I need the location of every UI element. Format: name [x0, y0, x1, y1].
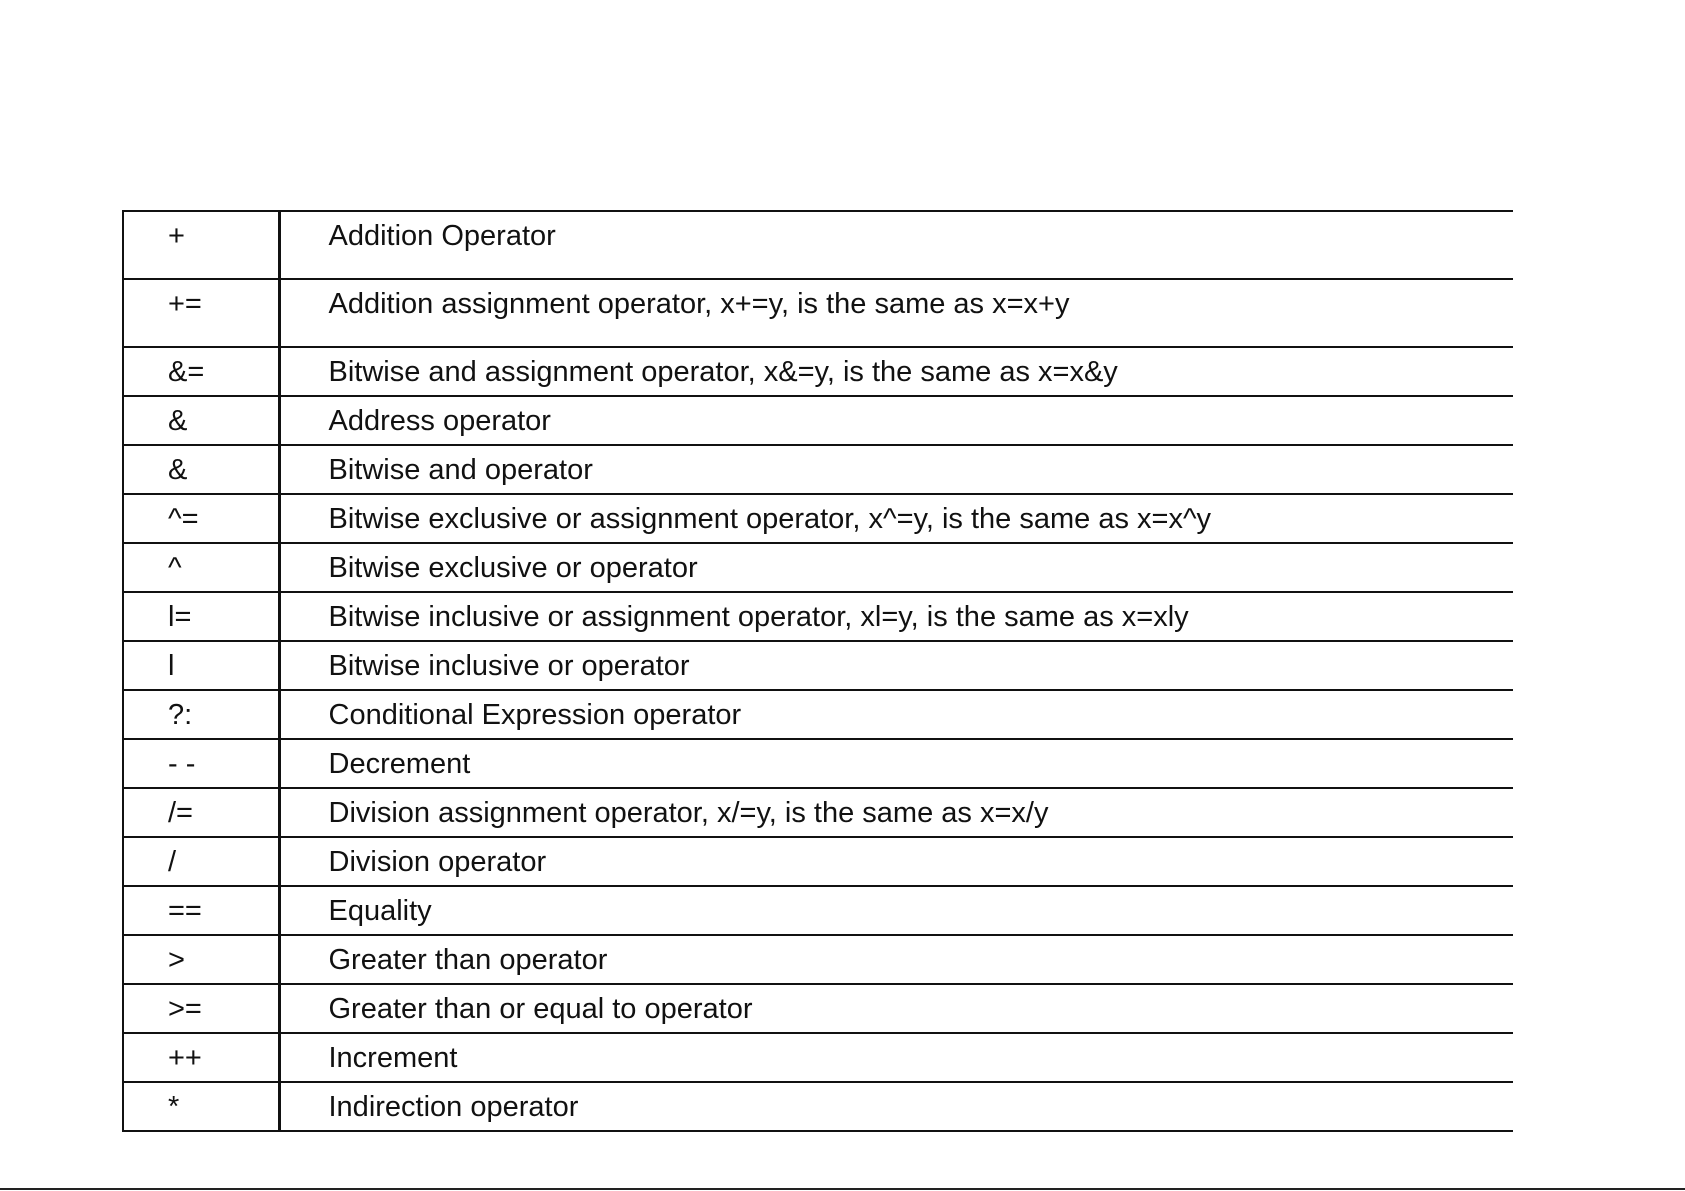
operator-description: Indirection operator: [279, 1082, 1513, 1131]
operator-symbol: l=: [123, 592, 279, 641]
operator-symbol: +=: [123, 279, 279, 347]
table-row: [123, 837, 1513, 886]
operator-description: Bitwise inclusive or operator: [279, 641, 1513, 690]
operator-description: Bitwise and operator: [279, 445, 1513, 494]
operator-description: Division operator: [279, 837, 1513, 886]
operator-symbol: /=: [123, 788, 279, 837]
operator-description: Conditional Expression operator: [279, 690, 1513, 739]
operator-symbol: /: [123, 837, 279, 886]
operator-description: Division assignment operator, x/=y, is the same as x=x/y: [279, 788, 1513, 837]
table-row: [123, 543, 1513, 592]
operator-description: Bitwise exclusive or assignment operator, x^=y, is the same as x=x^y: [279, 494, 1513, 543]
table-row: [123, 279, 1513, 347]
table-row: [123, 935, 1513, 984]
operator-symbol: &=: [123, 347, 279, 396]
operator-description: Greater than operator: [279, 935, 1513, 984]
page-bottom-divider: [0, 1188, 1685, 1190]
operator-description: Bitwise and assignment operator, x&=y, is the same as x=x&y: [279, 347, 1513, 396]
operator-symbol: ^=: [123, 494, 279, 543]
operator-description: Addition assignment operator, x+=y, is the same as x=x+y: [279, 279, 1513, 347]
table-row: [123, 690, 1513, 739]
operator-description: Increment: [279, 1033, 1513, 1082]
operator-symbol: +: [123, 211, 279, 279]
operator-description: Address operator: [279, 396, 1513, 445]
operator-symbol: ++: [123, 1033, 279, 1082]
table-row: [123, 788, 1513, 837]
table-row: [123, 984, 1513, 1033]
table-row: [123, 739, 1513, 788]
operator-symbol: - -: [123, 739, 279, 788]
table-row: [123, 1033, 1513, 1082]
operator-symbol: &: [123, 396, 279, 445]
table-row: [123, 886, 1513, 935]
operator-description: Bitwise inclusive or assignment operator, xl=y, is the same as x=xly: [279, 592, 1513, 641]
operator-symbol: *: [123, 1082, 279, 1131]
operator-description: Decrement: [279, 739, 1513, 788]
operator-symbol: >=: [123, 984, 279, 1033]
table-row: [123, 641, 1513, 690]
operator-symbol: ==: [123, 886, 279, 935]
operator-description: Equality: [279, 886, 1513, 935]
operator-symbol: >: [123, 935, 279, 984]
table-row: [123, 592, 1513, 641]
operator-symbol: ?:: [123, 690, 279, 739]
operator-description: Addition Operator: [279, 211, 1513, 279]
table-row: [123, 211, 1513, 279]
operator-symbol: &: [123, 445, 279, 494]
operator-table: [122, 210, 1513, 1132]
table-row: [123, 347, 1513, 396]
operator-description: Bitwise exclusive or operator: [279, 543, 1513, 592]
operator-symbol: l: [123, 641, 279, 690]
operator-description: Greater than or equal to operator: [279, 984, 1513, 1033]
operator-symbol: ^: [123, 543, 279, 592]
table-row: [123, 494, 1513, 543]
table-row: [123, 1082, 1513, 1131]
table-row: [123, 396, 1513, 445]
table-row: [123, 445, 1513, 494]
